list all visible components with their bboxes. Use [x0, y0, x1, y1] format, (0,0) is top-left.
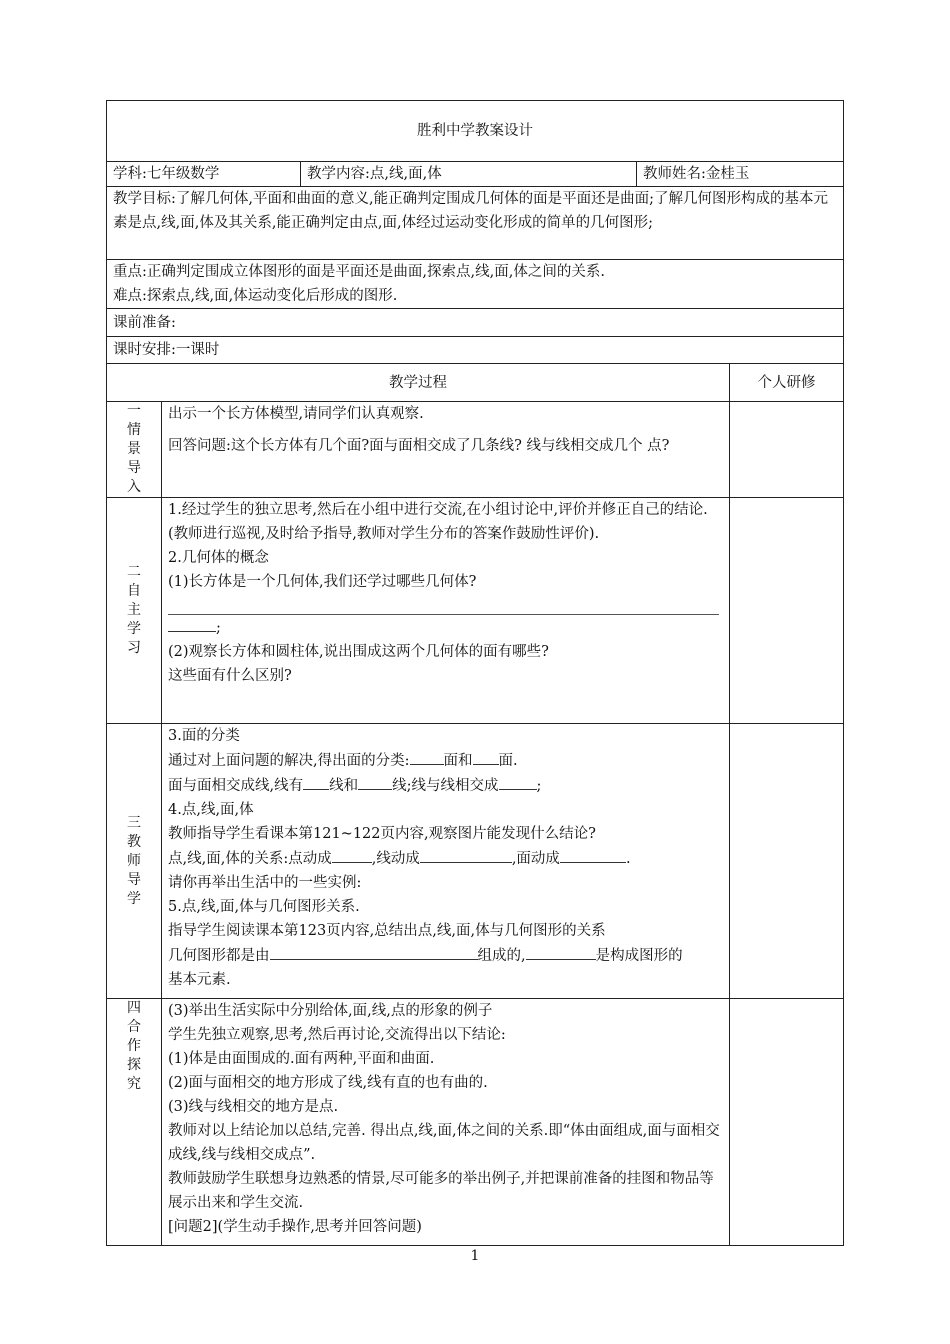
stage-label-char: 教 — [127, 833, 141, 850]
research-cell-2 — [730, 498, 844, 724]
stage-content-3 — [162, 724, 730, 999]
stage-label-char: 习 — [127, 640, 141, 656]
text: 面. — [498, 753, 518, 769]
stage-label-char: 入 — [127, 479, 141, 495]
stage-content-1 — [162, 402, 730, 498]
stage-label-char: 情 — [127, 422, 141, 438]
stage-row-2 — [107, 498, 844, 724]
stage-1-line: 回答问题:这个长方体有几个面?面与面相交成了几条线? 线与线相交成几个 点? — [168, 438, 670, 454]
answer-blank — [270, 943, 478, 960]
objectives-row — [107, 187, 844, 260]
stage-content-4 — [162, 999, 730, 1246]
stage-label-char: 自 — [127, 583, 141, 599]
stage-2-line — [168, 615, 723, 640]
key-points-row — [107, 260, 844, 309]
text: 线和 — [329, 778, 359, 794]
research-cell-3 — [730, 724, 844, 999]
stage-label-4 — [107, 999, 162, 1246]
stage-3-line: 5.点,线,面,体与几何图形关系. — [168, 899, 360, 915]
stage-3-line: 教师指导学生看课本第121~122页内容,观察图片能发现什么结论? — [168, 826, 596, 842]
stage-label-char: 三 — [127, 814, 141, 831]
stage-label-char: 合 — [127, 1019, 141, 1035]
stage-label-char: 一 — [127, 403, 141, 419]
text: 通过对上面问题的解决,得出面的分类: — [168, 753, 410, 769]
text: 是构成图形的 — [595, 948, 683, 964]
text: ,面动成 — [511, 851, 560, 867]
research-header: 个人研修 — [730, 364, 844, 402]
text: . — [625, 851, 631, 867]
stage-row-1 — [107, 402, 844, 498]
text: 组成的, — [477, 948, 526, 964]
stage-4-line: [问题2](学生动手操作,思考并回答问题) — [168, 1219, 422, 1235]
answer-blank — [303, 773, 329, 790]
stage-label-char: 学 — [127, 621, 141, 637]
text: 面和 — [443, 753, 473, 769]
stage-3-line: 基本元素. — [168, 972, 231, 988]
stage-label-char: 作 — [127, 1038, 141, 1054]
research-cell-4 — [730, 999, 844, 1246]
page-title: 胜利中学教案设计 — [107, 101, 844, 162]
stage-3-line — [168, 748, 723, 773]
stage-2-line: 这些面有什么区别? — [168, 668, 292, 684]
answer-blank — [168, 615, 216, 632]
answer-blank — [420, 846, 512, 863]
stage-4-line: (3)举出生活实际中分别给体,面,线,点的形象的例子 — [168, 1003, 493, 1019]
stage-2-line: 2.几何体的概念 — [168, 550, 269, 566]
key-points-cell — [107, 260, 844, 309]
answer-blank — [560, 846, 626, 863]
stage-label-char: 探 — [127, 1057, 141, 1073]
stage-label-char: 四 — [127, 1000, 141, 1016]
stage-label-char: 导 — [127, 871, 141, 888]
stage-label-char: 导 — [127, 460, 141, 476]
stage-content-2 — [162, 498, 730, 724]
stage-label-char: 究 — [127, 1076, 141, 1092]
text: ; — [536, 778, 542, 794]
punctuation: ; — [216, 620, 221, 636]
text: ,线动成 — [371, 851, 420, 867]
stage-label-1 — [107, 402, 162, 498]
preparation-cell: 课前准备: — [107, 309, 844, 337]
stage-4-line: 教师对以上结论加以总结,完善. 得出点,线,面,体之间的关系.即“体由面组成,面与面相交成线,线与线相交成点”. — [168, 1123, 720, 1163]
stage-label-char: 学 — [127, 890, 141, 907]
content-cell: 教学内容:点,线,面,体 — [301, 162, 637, 187]
answer-blank — [526, 943, 596, 960]
stage-label-3 — [107, 724, 162, 999]
objectives-cell: 教学目标:了解几何体,平面和曲面的意义,能正确判定围成几何体的面是平面还是曲面;了解几何图形构成的基本元素是点,线,面,体及其关系,能正确判定由点,面,体经过运动变化形成的简单的几何图形; — [107, 187, 844, 260]
stage-4-line: (2)面与面相交的地方形成了线,线有直的也有曲的. — [168, 1075, 488, 1091]
answer-blank — [358, 773, 392, 790]
page-number: 1 — [470, 1248, 480, 1264]
stage-3-line: 指导学生阅读课本第123页内容,总结出点,线,面,体与几何图形的关系 — [168, 923, 606, 939]
stage-1-line: 出示一个长方体模型,请同学们认真观察. — [168, 406, 424, 422]
stage-label-char: 景 — [127, 441, 141, 457]
preparation-row — [107, 309, 844, 337]
answer-blank — [332, 846, 372, 863]
stage-4-line: (1)体是由面围成的.面有两种,平面和曲面. — [168, 1051, 435, 1067]
stage-3-line: 4.点,线,面,体 — [168, 802, 254, 818]
stage-label-char: 师 — [127, 852, 141, 869]
text: 线;线与线相交成 — [392, 778, 499, 794]
stage-3-line: 请你再举出生活中的一些实例: — [168, 875, 362, 891]
process-header-row — [107, 364, 844, 402]
teacher-cell: 教师姓名:金桂玉 — [637, 162, 844, 187]
stage-4-line: 教师鼓励学生联想身边熟悉的情景,尽可能多的举出例子,并把课前准备的挂图和物品等展示出来和学生交流. — [168, 1171, 714, 1211]
text: 几何图形都是由 — [168, 948, 270, 964]
answer-blank — [473, 748, 499, 765]
stage-label-2 — [107, 498, 162, 724]
answer-blank — [499, 773, 537, 790]
schedule-row — [107, 337, 844, 364]
text: 面与面相交成线,线有 — [168, 778, 304, 794]
key-points-text: 重点:正确判定围成立体图形的面是平面还是曲面,探索点,线,面,体之间的关系. — [113, 264, 605, 280]
answer-blank — [410, 748, 444, 765]
stage-2-line: 1.经过学生的独立思考,然后在小组中进行交流,在小组讨论中,评价并修正自己的结论.(教师进行巡视,及时给予指导,教师对学生分布的答案作鼓励性评价). — [168, 502, 708, 542]
schedule-cell: 课时安排:一课时 — [107, 337, 844, 364]
stage-row-3 — [107, 724, 844, 999]
stage-3-line — [168, 846, 723, 871]
stage-3-line — [168, 773, 723, 798]
stage-row-4 — [107, 999, 844, 1246]
title-row — [107, 101, 844, 162]
stage-4-line: (3)线与线相交的地方是点. — [168, 1099, 339, 1115]
stage-3-line — [168, 943, 723, 968]
lesson-plan-table — [106, 100, 844, 1246]
stage-label-char: 主 — [127, 602, 141, 618]
stage-label-char: 二 — [127, 564, 141, 580]
stage-2-line: (1)长方体是一个几何体,我们还学过哪些几何体? — [168, 574, 477, 590]
process-header: 教学过程 — [107, 364, 730, 402]
stage-4-line: 学生先独立观察,思考,然后再讨论,交流得出以下结论: — [168, 1027, 506, 1043]
difficulties-text: 难点:探索点,线,面,体运动变化后形成的图形. — [113, 288, 398, 304]
stage-3-line: 3.面的分类 — [168, 728, 240, 744]
subject-cell: 学科:七年级数学 — [107, 162, 301, 187]
stage-2-line: (2)观察长方体和圆柱体,说出围成这两个几何体的面有哪些? — [168, 644, 549, 660]
text: 点,线,面,体的关系:点动成 — [168, 851, 332, 867]
info-row — [107, 162, 844, 187]
answer-blank-line — [168, 594, 719, 615]
research-cell-1 — [730, 402, 844, 498]
